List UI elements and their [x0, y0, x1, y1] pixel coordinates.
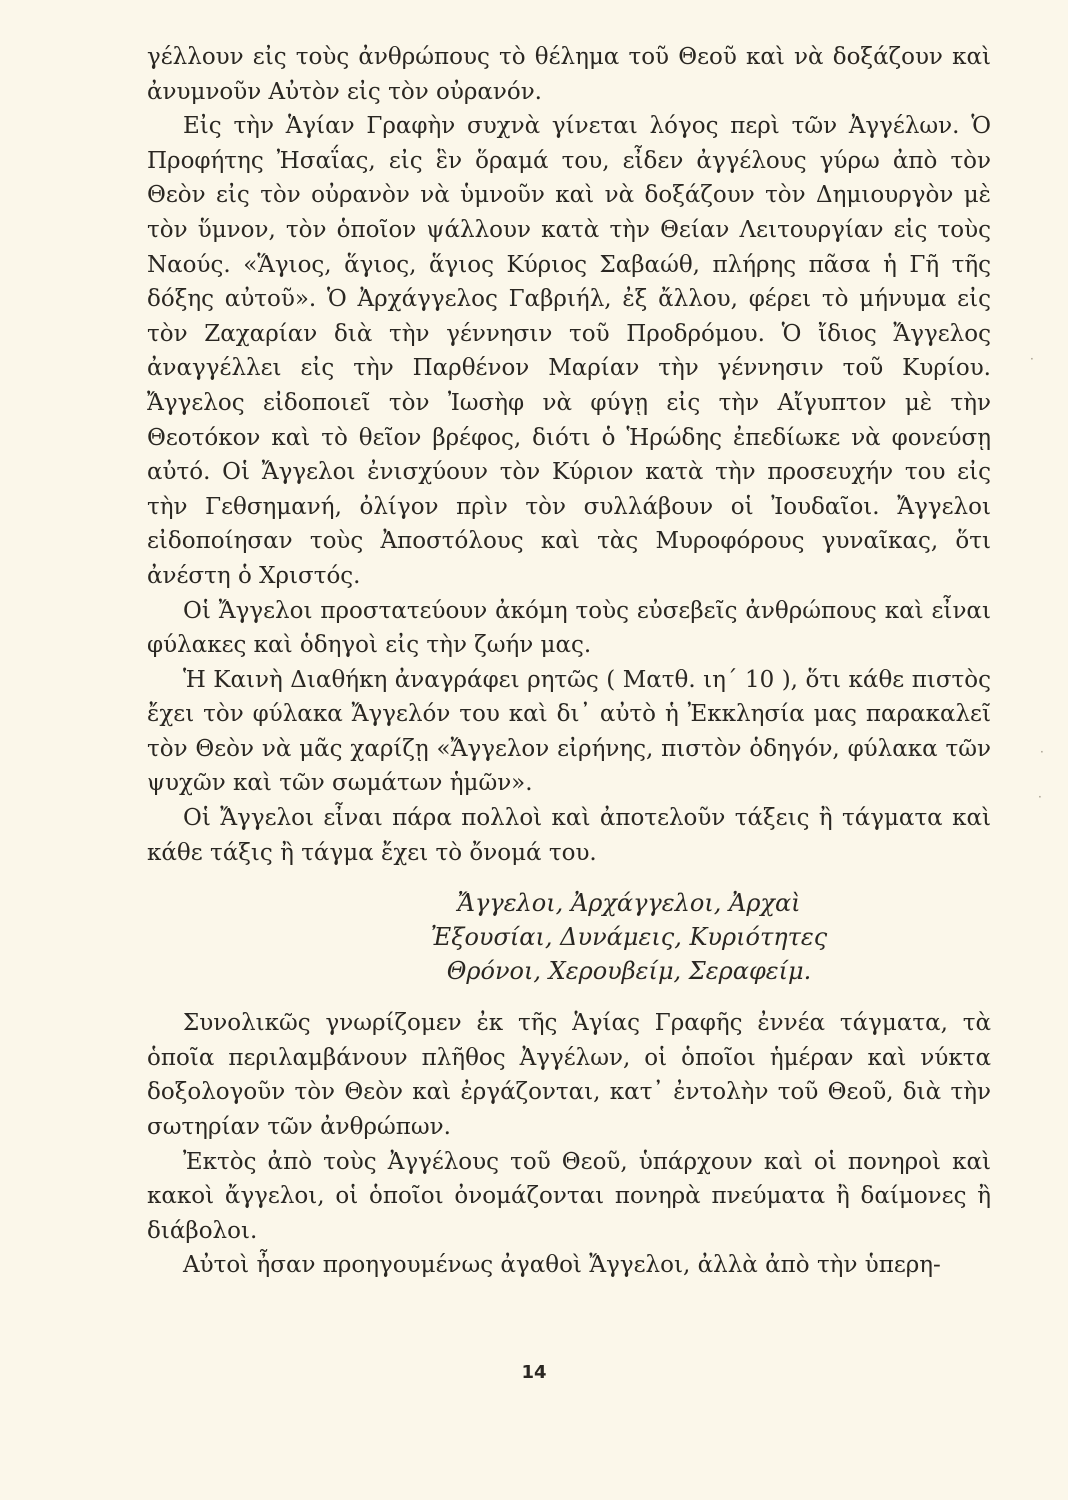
verse-line: Θρόνοι, Χερουβείμ, Σεραφείμ.	[446, 957, 812, 986]
margin-mark: ·	[1040, 745, 1044, 759]
verse-line: Ἄγγελοι, Ἀρχάγγελοι, Ἀρχαὶ	[457, 889, 801, 918]
verse-line: Ἐξουσίαι, Δυνάμεις, Κυριότητες	[430, 923, 828, 952]
paragraph-new-testament: Ἡ Καινὴ Διαθήκη ἀναγράφει ρητῶς ( Ματθ. ιη΄ 10 ), ὅτι κάθε πιστὸς ἔχει τὸν φύλακα Ἄγγελόν του καὶ δι᾽ αὐτὸ ἡ Ἐκκλησία μας παρακαλεῖ τὸν Θεὸν νὰ μᾶς χαρίζῃ «Ἄγγελον εἰρήνης, πιστὸν ὁδηγόν, φύλακα τῶν ψυχῶν καὶ τῶν σωμάτων ἡμῶν».	[147, 666, 991, 797]
paragraph-angels-in-scripture: Εἰς τὴν Ἁγίαν Γραφὴν συχνὰ γίνεται λόγος περὶ τῶν Ἀγγέλων. Ὁ Προφήτης Ἠσαΐας, εἰς ἓν ὅραμά του, εἶδεν ἀγγέλους γύρω ἀπὸ τὸν Θεὸν εἰς τὸν οὐρανὸν νὰ ὑμνοῦν καὶ νὰ δοξάζουν τὸν Δημιουργὸν μὲ τὸν ὕμνον, τὸν ὁποῖον ψάλλουν κατὰ τὴν Θείαν Λειτουργίαν εἰς τοὺς Ναούς. «Ἅγιος, ἅγιος, ἅγιος Κύριος Σαβαώθ, πλήρης πᾶσα ἡ Γῆ τῆς δόξης αὐτοῦ». Ὁ Ἀρχάγγελος Γαβριήλ, ἐξ ἄλλου, φέρει τὸ μήνυμα εἰς τὸν Ζαχαρίαν διὰ τὴν γέννησιν τοῦ Προδρόμου. Ὁ ἴδιος Ἄγγελος ἀναγγέλλει εἰς τὴν Παρθένον Μαρίαν τὴν γέννησιν τοῦ Κυρίου. Ἄγγελος εἰδοποιεῖ τὸν Ἰωσὴφ νὰ φύγῃ εἰς τὴν Αἴγυπτον μὲ τὴν Θεοτόκον καὶ τὸ θεῖον βρέφος, διότι ὁ Ἡρώδης ἐπεδίωκε νὰ φονεύσῃ αὐτό. Οἱ Ἄγγελοι ἐνισχύουν τὸν Κύριον κατὰ τὴν προσευχήν του εἰς τὴν Γεθσημανή, ὀλίγον πρὶν τὸν συλλάβουν οἱ Ἰουδαῖοι. Ἄγγελοι εἰδοποίησαν τοὺς Ἀποστόλους καὶ τὰς Μυροφόρους γυναῖκας, ὅτι ἀνέστη ὁ Χριστός.	[147, 113, 991, 589]
body-text	[147, 40, 991, 1283]
margin-mark: ·	[1030, 352, 1034, 366]
paragraph-evil-angels: Ἐκτὸς ἀπὸ τοὺς Ἀγγέλους τοῦ Θεοῦ, ὑπάρχουν καὶ οἱ πονηροὶ καὶ κακοὶ ἄγγελοι, οἱ ὁποῖοι ὀνομάζονται πονηρὰ πνεύματα ἢ δαίμονες ἢ διάβολοι.	[147, 1148, 991, 1244]
margin-mark: ·	[1038, 790, 1042, 804]
paragraph-angels-protect: Οἱ Ἄγγελοι προστατεύουν ἀκόμη τοὺς εὐσεβεῖς ἀνθρώπους καὶ εἶναι φύλακες καὶ ὁδηγοὶ εἰς τὴν ζωήν μας.	[147, 597, 991, 659]
paragraph-continuation: γέλλουν εἰς τοὺς ἀνθρώπους τὸ θέλημα τοῦ Θεοῦ καὶ νὰ δοξάζουν καὶ ἀνυμνοῦν Αὐτὸν εἰς τὸν οὐρανόν.	[147, 44, 991, 105]
paragraph-angel-orders: Οἱ Ἄγγελοι εἶναι πάρα πολλοὶ καὶ ἀποτελοῦν τάξεις ἢ τάγματα καὶ κάθε τάξις ἢ τάγμα ἔχει τὸ ὄνομά του.	[147, 805, 991, 866]
angel-orders-list	[147, 886, 991, 988]
paragraph-nine-orders: Συνολικῶς γνωρίζομεν ἐκ τῆς Ἁγίας Γραφῆς ἐννέα τάγματα, τὰ ὁποῖα περιλαμβάνουν πλῆθος Ἀγγέλων, οἱ ὁποῖοι ἡμέραν καὶ νύκτα δοξολογοῦν τὸν Θεὸν καὶ ἐργάζονται, κατ᾽ ἐντολὴν τοῦ Θεοῦ, διὰ τὴν σωτηρίαν τῶν ἀνθρώπων.	[147, 1010, 991, 1141]
page-number: 14	[521, 1362, 547, 1383]
paragraph-fallen-angels: Αὐτοὶ ἦσαν προηγουμένως ἀγαθοὶ Ἄγγελοι, ἀλλὰ ἀπὸ τὴν ὑπερη-	[183, 1252, 941, 1279]
